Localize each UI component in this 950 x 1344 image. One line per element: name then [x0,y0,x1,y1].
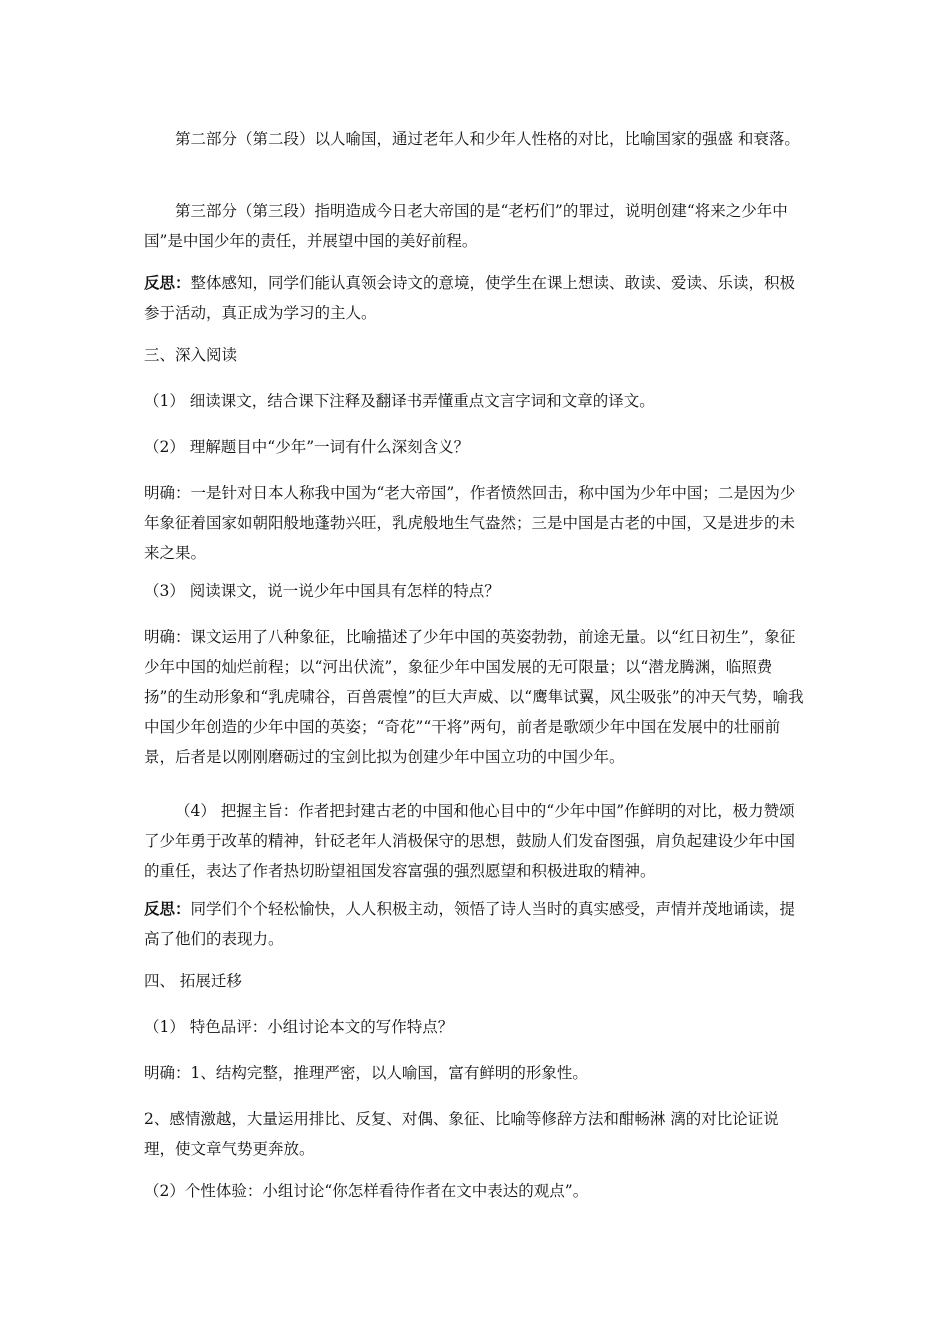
question-2: （2） 理解题目中“少年”一词有什么深刻含义？ [144,438,470,456]
reflection-paragraph-2 [144,894,804,954]
paragraph-part-two: 第二部分（第二段）以人喻国，通过老年人和少年人性格的对比，比喻国家的强盛 和衰落。 [175,130,800,148]
reflection-label-1: 反思： [144,273,191,292]
question-1: （1） 细读课文，结合课下注释及翻译书弄懂重点文言字词和文章的译文。 [144,392,655,410]
paragraph-part-three: 第三部分（第三段）指明造成今日老大帝国的是“老朽们”的罪过，说明创建“将来之少年中国”是中国少年的责任，并展望中国的美好前程。 [144,202,788,250]
reflection-paragraph-1 [144,268,804,328]
subsection-1-answer-b: 2、感情激越，大量运用排比、反复、对偶、象征、比喻等修辞方法和酣畅淋 漓的对比论证说理，使文章气势更奔放。 [144,1110,779,1158]
section-heading-four: 四、 拓展迁移 [144,972,242,990]
question-4: （4） 把握主旨：作者把封建古老的中国和他心目中的“少年中国”作鲜明的对比，极力赞颂了少年勇于改革的精神，针砭老年人消极保守的思想，鼓励人们发奋图强，肩负起建设少年中国的重任，表达了作者热切盼望祖国发容富强的强烈愿望和积极进取的精神。 [144,802,796,880]
answer-3: 明确：课文运用了八种象征，比喻描述了少年中国的英姿勃勃，前途无量。以“红日初生”，象征少年中国的灿烂前程；以“河出伏流”，象征少年中国发展的无可限量；以“潜龙腾渊，临照费扬”的生动形象和“乳虎啸谷，百兽震惶”的巨大声威、以“鹰隼试翼，风尘吸张”的冲天气势，喻我中国少年创造的少年中国的英姿；“奇花”“干将”两句，前者是歌颂少年中国在发展中的壮丽前景，后者是以刚刚磨砺过的宝剑比拟为创建少年中国立功的中国少年。 [144,628,804,766]
subsection-1: （1） 特色品评：小组讨论本文的写作特点？ [144,1018,454,1036]
reflection-text-2: 同学们个个轻松愉快，人人积极主动，领悟了诗人当时的真实感受，声情并茂地诵读，提高了他们的表现力。 [144,900,796,948]
section-heading-three: 三、深入阅读 [144,346,238,364]
reflection-label-2: 反思： [144,899,191,918]
subsection-1-answer-a: 明确：1、结构完整，推理严密，以人喻国，富有鲜明的形象性。 [144,1064,588,1082]
answer-2: 明确：一是针对日本人称我中国为“老大帝国”，作者愤然回击，称中国为少年中国；二是因为少年象征着国家如朝阳般地蓬勃兴旺，乳虎般地生气盎然；三是中国是古老的中国，又是进步的未来之果。 [144,484,796,562]
reflection-text-1: 整体感知，同学们能认真领会诗文的意境，使学生在课上想读、敢读、爱读、乐读，积极参于活动，真正成为学习的主人。 [144,274,796,322]
subsection-2: （2）个性体验：小组讨论“你怎样看待作者在文中表达的观点”。 [144,1182,589,1200]
question-3: （3） 阅读课文，说一说少年中国具有怎样的特点？ [144,582,500,600]
